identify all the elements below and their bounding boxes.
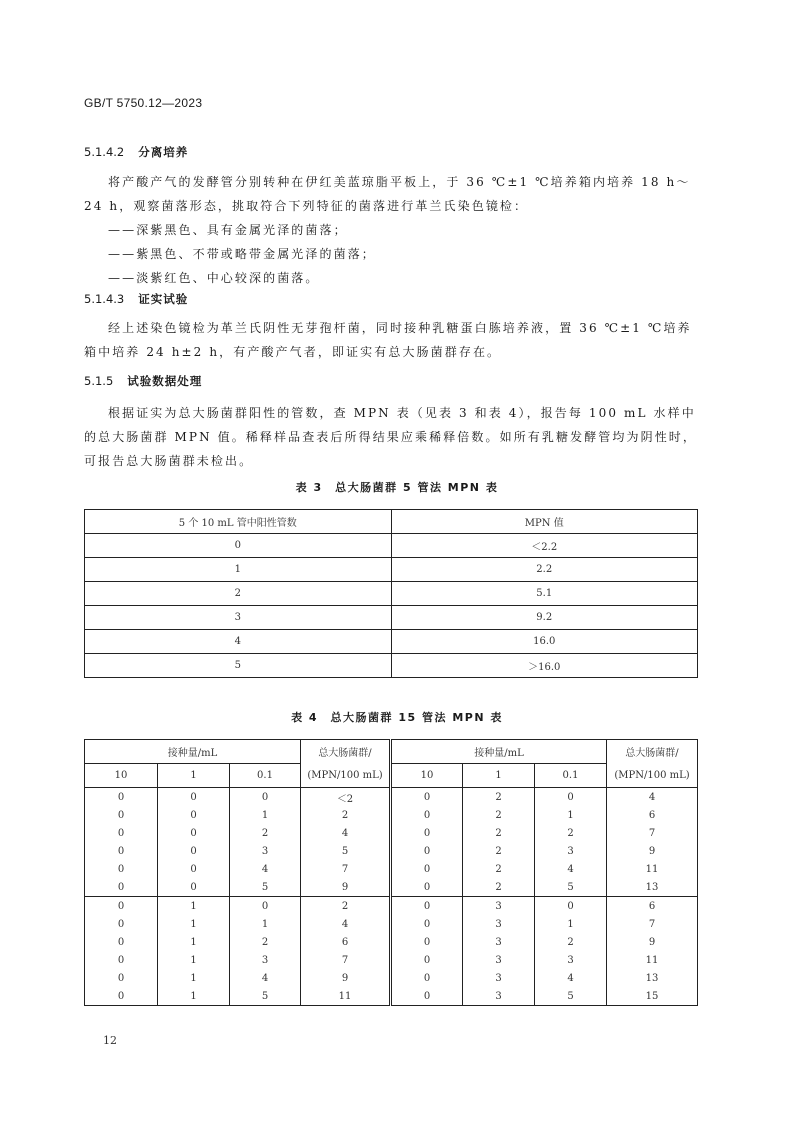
table-cell: 2.2 xyxy=(391,558,698,582)
table-cell: 0 xyxy=(391,951,463,969)
table-cell: 0 xyxy=(391,915,463,933)
standard-header: GB/T 5750.12—2023 xyxy=(84,96,203,110)
table-cell: 9 xyxy=(607,842,698,860)
table-cell: 3 xyxy=(85,606,392,630)
table-row xyxy=(85,860,698,878)
table-row xyxy=(85,606,698,630)
table-cell: 0 xyxy=(391,842,463,860)
column-header: 总大肠菌群/ xyxy=(607,740,698,764)
table-header-row xyxy=(85,764,698,788)
table-cell: 2 xyxy=(535,824,607,842)
table-cell: 4 xyxy=(535,969,607,987)
table-cell: ＜2 xyxy=(301,788,391,807)
table-3 xyxy=(84,509,698,678)
table-cell: 5 xyxy=(85,654,392,678)
table-cell: 0 xyxy=(85,933,158,951)
table-cell: 0 xyxy=(535,788,607,807)
table-cell: 0 xyxy=(158,806,230,824)
table-cell: 0 xyxy=(85,806,158,824)
table-cell: 6 xyxy=(607,897,698,916)
table-row xyxy=(85,933,698,951)
section-title: 分离培养 xyxy=(138,145,189,159)
table-row xyxy=(85,534,698,558)
table-row xyxy=(85,824,698,842)
table-cell: 0 xyxy=(391,969,463,987)
table-cell: 0 xyxy=(391,788,463,807)
list-item: ——紫黑色、不带或略带金属光泽的菌落； xyxy=(108,247,376,261)
table-cell: 0 xyxy=(85,534,392,558)
table-row xyxy=(85,558,698,582)
table-cell: 2 xyxy=(463,878,535,897)
table-row xyxy=(85,842,698,860)
table-cell: 2 xyxy=(301,806,391,824)
table-cell: 5 xyxy=(230,987,301,1006)
section-number: 5.1.5 xyxy=(84,374,114,388)
table-cell: 3 xyxy=(535,951,607,969)
table-cell: 3 xyxy=(463,987,535,1006)
table-cell: 3 xyxy=(463,933,535,951)
table-cell: 4 xyxy=(230,969,301,987)
table-cell: 0 xyxy=(391,987,463,1006)
table-row xyxy=(85,878,698,897)
table-cell: 0 xyxy=(391,860,463,878)
table-cell: 2 xyxy=(463,824,535,842)
table-cell: 11 xyxy=(607,860,698,878)
column-header: MPN 值 xyxy=(391,510,698,534)
table-header-row xyxy=(85,510,698,534)
table-cell: 0 xyxy=(391,878,463,897)
table-cell: 7 xyxy=(301,860,391,878)
table-cell: 11 xyxy=(301,987,391,1006)
column-header: 0.1 xyxy=(535,764,607,788)
table-cell: 0 xyxy=(391,897,463,916)
column-header: 0.1 xyxy=(230,764,301,788)
table-row xyxy=(85,969,698,987)
table-4-caption: 表 4 总大肠菌群 15 管法 MPN 表 xyxy=(291,711,503,724)
table-cell: 2 xyxy=(535,933,607,951)
table-cell: 3 xyxy=(463,951,535,969)
section-title: 证实试验 xyxy=(138,292,189,306)
table-cell: 1 xyxy=(158,987,230,1006)
column-header: 接种量/mL xyxy=(85,740,301,764)
table-cell: 0 xyxy=(85,842,158,860)
section-title: 试验数据处理 xyxy=(127,374,203,388)
table-cell: 13 xyxy=(607,969,698,987)
section-heading-5-1-4-3 xyxy=(84,291,188,307)
table-4 xyxy=(84,739,698,1006)
column-header: (MPN/100 mL) xyxy=(607,764,698,788)
table-cell: 7 xyxy=(607,824,698,842)
list-item: ——深紫黑色、具有金属光泽的菌落； xyxy=(108,223,348,237)
table-row xyxy=(85,987,698,1006)
table-cell: 6 xyxy=(301,933,391,951)
table-cell: 5 xyxy=(301,842,391,860)
table-cell: 2 xyxy=(230,824,301,842)
table-cell: 1 xyxy=(158,897,230,916)
table-row xyxy=(85,582,698,606)
table-cell: 0 xyxy=(230,788,301,807)
table-cell: 2 xyxy=(463,842,535,860)
table-cell: 2 xyxy=(85,582,392,606)
table-cell: 1 xyxy=(230,915,301,933)
table-cell: 2 xyxy=(301,897,391,916)
paragraph: 根据证实为总大肠菌群阳性的管数，查 MPN 表（见表 3 和表 4），报告每 100 mL 水样中的总大肠菌群 MPN 值。稀释样品查表后所得结果应乘稀释倍数。如所有乳糖发酵管均为阴性时，可报告总大肠菌群未检出。 xyxy=(84,406,697,468)
table-cell: 1 xyxy=(158,915,230,933)
table-cell: 1 xyxy=(85,558,392,582)
table-cell: 16.0 xyxy=(391,630,698,654)
table-row xyxy=(85,951,698,969)
table-cell: 15 xyxy=(607,987,698,1006)
table-cell: 4 xyxy=(301,915,391,933)
table-cell: 2 xyxy=(463,806,535,824)
page-number: 12 xyxy=(103,1034,117,1047)
table-cell: 4 xyxy=(230,860,301,878)
table-cell: 1 xyxy=(158,933,230,951)
table-cell: 2 xyxy=(463,860,535,878)
table-cell: 3 xyxy=(463,897,535,916)
table-cell: 3 xyxy=(463,969,535,987)
table-cell: 4 xyxy=(85,630,392,654)
table-cell: 0 xyxy=(158,824,230,842)
table-cell: 4 xyxy=(535,860,607,878)
table-cell: 2 xyxy=(463,788,535,807)
table-cell: ＜2.2 xyxy=(391,534,698,558)
column-header: 1 xyxy=(463,764,535,788)
table-cell: 0 xyxy=(391,824,463,842)
column-header: 1 xyxy=(158,764,230,788)
table-cell: 9 xyxy=(301,878,391,897)
table-cell: 1 xyxy=(158,969,230,987)
table-cell: 5 xyxy=(535,878,607,897)
table-cell: 1 xyxy=(158,951,230,969)
table-cell: 7 xyxy=(607,915,698,933)
table-cell: 3 xyxy=(230,842,301,860)
table-cell: 1 xyxy=(535,806,607,824)
table-row xyxy=(85,788,698,807)
table-cell: 4 xyxy=(301,824,391,842)
table-row xyxy=(85,654,698,678)
table-cell: 3 xyxy=(463,915,535,933)
table-cell: 0 xyxy=(85,860,158,878)
table-cell: 5 xyxy=(230,878,301,897)
column-header: 10 xyxy=(391,764,463,788)
table-cell: 0 xyxy=(230,897,301,916)
table-cell: 2 xyxy=(230,933,301,951)
table-cell: 7 xyxy=(301,951,391,969)
table-cell: 1 xyxy=(230,806,301,824)
paragraph: 经上述染色镜检为革兰氏阴性无芽孢杆菌，同时接种乳糖蛋白胨培养液，置 36 ℃±1 ℃培养箱中培养 24 h±2 h，有产酸产气者，即证实有总大肠菌群存在。 xyxy=(84,321,692,359)
table-cell: 1 xyxy=(535,915,607,933)
section-number: 5.1.4.2 xyxy=(84,145,125,159)
table-cell: 5.1 xyxy=(391,582,698,606)
table-cell: 13 xyxy=(607,878,698,897)
table-cell: 9.2 xyxy=(391,606,698,630)
table-cell: 0 xyxy=(158,878,230,897)
table-cell: 0 xyxy=(85,897,158,916)
table-cell: 0 xyxy=(391,806,463,824)
column-header: 接种量/mL xyxy=(391,740,607,764)
table-cell: 0 xyxy=(158,788,230,807)
table-cell: 0 xyxy=(85,824,158,842)
table-header-row xyxy=(85,740,698,764)
table-cell: 0 xyxy=(85,878,158,897)
table-cell: 0 xyxy=(391,933,463,951)
table-3-caption: 表 3 总大肠菌群 5 管法 MPN 表 xyxy=(295,481,499,494)
table-cell: 11 xyxy=(607,951,698,969)
table-row xyxy=(85,897,698,916)
table-cell: 0 xyxy=(85,915,158,933)
column-header: 总大肠菌群/ xyxy=(301,740,391,764)
column-header: 10 xyxy=(85,764,158,788)
table-cell: 0 xyxy=(85,951,158,969)
table-cell: ＞16.0 xyxy=(391,654,698,678)
section-heading-5-1-5 xyxy=(84,373,202,389)
table-cell: 6 xyxy=(607,806,698,824)
column-header: (MPN/100 mL) xyxy=(301,764,391,788)
column-header: 5 个 10 mL 管中阳性管数 xyxy=(85,510,392,534)
table-row xyxy=(85,915,698,933)
table-cell: 5 xyxy=(535,987,607,1006)
table-cell: 0 xyxy=(158,860,230,878)
table-cell: 0 xyxy=(535,897,607,916)
paragraph: 将产酸产气的发酵管分别转种在伊红美蓝琼脂平板上，于 36 ℃±1 ℃培养箱内培养 18 h～24 h，观察菌落形态，挑取符合下列特征的菌落进行革兰氏染色镜检： xyxy=(84,175,691,213)
section-number: 5.1.4.3 xyxy=(84,292,125,306)
table-cell: 3 xyxy=(535,842,607,860)
table-cell: 0 xyxy=(85,987,158,1006)
table-cell: 0 xyxy=(85,969,158,987)
table-row xyxy=(85,630,698,654)
section-heading-5-1-4-2 xyxy=(84,144,188,160)
table-row xyxy=(85,806,698,824)
list-item: ——淡紫红色、中心较深的菌落。 xyxy=(108,271,320,285)
table-cell: 0 xyxy=(85,788,158,807)
table-cell: 9 xyxy=(607,933,698,951)
table-cell: 3 xyxy=(230,951,301,969)
table-cell: 4 xyxy=(607,788,698,807)
table-cell: 0 xyxy=(158,842,230,860)
table-cell: 9 xyxy=(301,969,391,987)
